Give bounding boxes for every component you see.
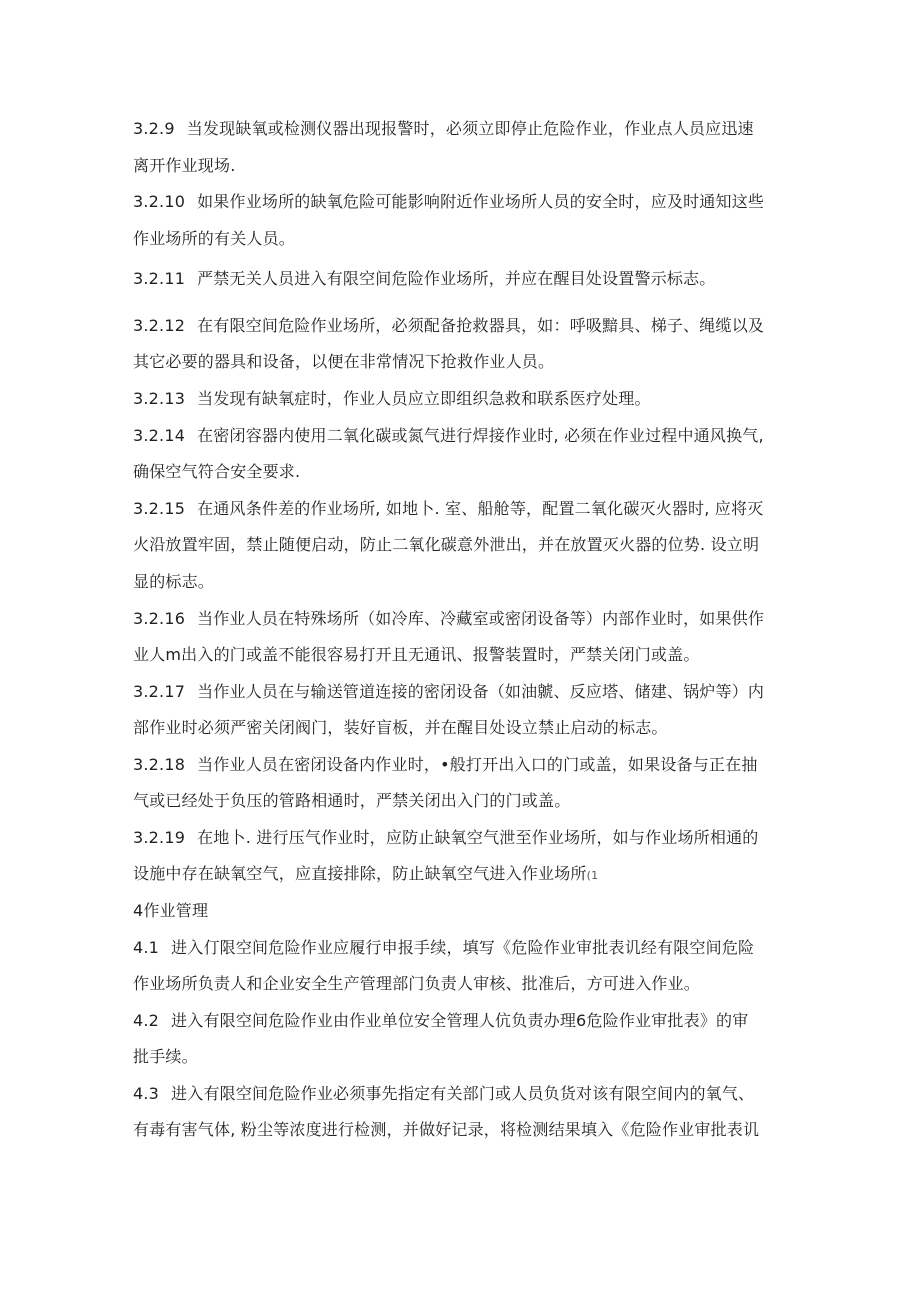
paragraph-3-2-17-line-2: 部作业时必须严密关闭阀门，装好盲板，并在醒目处设立禁止启动的标志。: [133, 718, 668, 737]
paragraph-text: 当作业人员在密闭设备内作业时，•般打开出入口的门或盖，如果设备与正在抽: [197, 755, 758, 774]
paragraph-3-2-16-line-1: [133, 608, 764, 630]
paragraph-3-2-15-line-1: [133, 498, 763, 520]
paragraph-4-3-line-2: 有毒有害气体, 粉尘等浓度进行检测，并做好记录，将检测结果填入《危险作业审批表讥: [133, 1120, 760, 1139]
section-number: 4.1: [133, 938, 160, 957]
paragraph-text: 在通风条件差的作业场所, 如地卜. 室、船舱等，配置二氧化碳灭火器时, 应将灭: [197, 499, 764, 518]
section-number: 4.2: [133, 1011, 160, 1030]
paragraph-3-2-15-line-2: 火沿放置牢固，禁止随便启动，防止二氧化碳意外泄出，并在放置灭火器的位势. 设立明: [133, 535, 760, 554]
paragraph-text: 进入仃限空间危险作业应履行申报手续，填写《危险作业审批表讥经有限空间危险: [171, 938, 755, 957]
paragraph-3-2-11-line-1: [133, 268, 716, 290]
paragraph-4-2-line-2: 批手续。: [133, 1047, 198, 1066]
paragraph-3-2-15-line-3: 显的标志。: [133, 572, 215, 591]
paragraph-3-2-10-line-1: [133, 191, 764, 213]
paragraph-text: 当发现缺氧或检测仪器出现报警时，必须立即停止危险作业，作业点人员应迅速: [186, 119, 754, 138]
paragraph-text: 进入有限空间危险作业由作业单位安全管理人伉负责办理6危险作业审批表》的审: [171, 1011, 749, 1030]
paragraph-text: 如果作业场所的缺氧危险可能影响附近作业场所人员的安全时，应及时通知这些: [197, 192, 765, 211]
paragraph-text: 设施中存在缺氧空气，应直接排除，防止缺氧空气进入作业场所: [133, 864, 587, 883]
section-number: 3.2.14: [133, 426, 186, 445]
section-number: 3.2.15: [133, 499, 186, 518]
paragraph-text: 进入有限空间危险作业必须事先指定有关部门或人员负货对该有限空间内的氧气、: [171, 1084, 755, 1103]
section-number: 3.2.12: [133, 316, 186, 335]
paragraph-3-2-12-line-2: 其它必要的器具和设备，以便在非常情况下抢救作业人员。: [133, 352, 555, 371]
paragraph-text: 在地卜. 进行压气作业时，应防止缺氧空气泄至作业场所，如与作业场所相通的: [197, 828, 759, 847]
paragraph-4-1-line-1: [133, 937, 754, 959]
paragraph-3-2-9-line-1: [133, 118, 754, 140]
paragraph-3-2-13-line-1: [133, 388, 651, 410]
paragraph-text: 当作业人员在特殊场所（如冷库、冷藏室或密闭设备等）内部作业时，如果供作: [197, 609, 765, 628]
section-number: 3.2.10: [133, 192, 186, 211]
paragraph-text: 当发现有缺氧症时，作业人员应立即组织急救和联系医疗处理。: [197, 389, 651, 408]
paragraph-4-2-line-1: [133, 1010, 748, 1032]
paragraph-3-2-17-line-1: [133, 681, 764, 703]
paragraph-text: 当作业人员在与输送管道连接的密闭设备（如油虩、反应塔、储建、锅炉等）内: [197, 682, 765, 701]
section-number: 3.2.11: [133, 269, 186, 288]
section-number: 3.2.13: [133, 389, 186, 408]
section-number: 3.2.19: [133, 828, 186, 847]
paragraph-4-3-line-1: [133, 1083, 754, 1105]
trailing-mark: (1: [586, 869, 599, 882]
paragraph-text: 在密闭容器内使用二氧化碳或氮气进行焊接作业时, 必须在作业过程中通风换气,: [197, 426, 764, 445]
paragraph-3-2-16-line-2: 业人m出入的门或盖不能很容易打开且无通讯、报警装置时，严禁关闭门或盖。: [133, 645, 700, 664]
paragraph-3-2-9-line-2: 离开作业现场.: [133, 156, 236, 175]
section-number: 3.2.18: [133, 755, 186, 774]
paragraph-4-1-line-2: 作业场所负责人和企业安全生产管理部门负责人审核、批准后，方可进入作业。: [133, 974, 701, 993]
paragraph-3-2-19-line-2: [133, 863, 598, 885]
section-number: 4.3: [133, 1084, 160, 1103]
paragraph-3-2-19-line-1: [133, 827, 758, 849]
paragraph-3-2-12-line-1: [133, 315, 764, 337]
section-heading-4: 4作业管理: [133, 901, 209, 920]
paragraph-3-2-10-line-2: 作业场所的有关人员。: [133, 229, 296, 248]
paragraph-text: 严禁无关人员进入有限空间危险作业场所，并应在醒目处设置警示标志。: [197, 269, 716, 288]
section-number: 3.2.16: [133, 609, 186, 628]
section-number: 3.2.9: [133, 119, 175, 138]
section-number: 3.2.17: [133, 682, 186, 701]
paragraph-3-2-18-line-2: 气或已经处于负压的管路相通时，严禁关闭出入门的门或盖。: [133, 791, 571, 810]
paragraph-3-2-18-line-1: [133, 754, 758, 776]
paragraph-text: 在有限空间危险作业场所，必须配备抢救器具，如：呼吸黯具、梯子、绳缆以及: [197, 316, 765, 335]
paragraph-3-2-14-line-1: [133, 425, 764, 447]
paragraph-3-2-14-line-2: 确保空气符合安全要求.: [133, 462, 301, 481]
